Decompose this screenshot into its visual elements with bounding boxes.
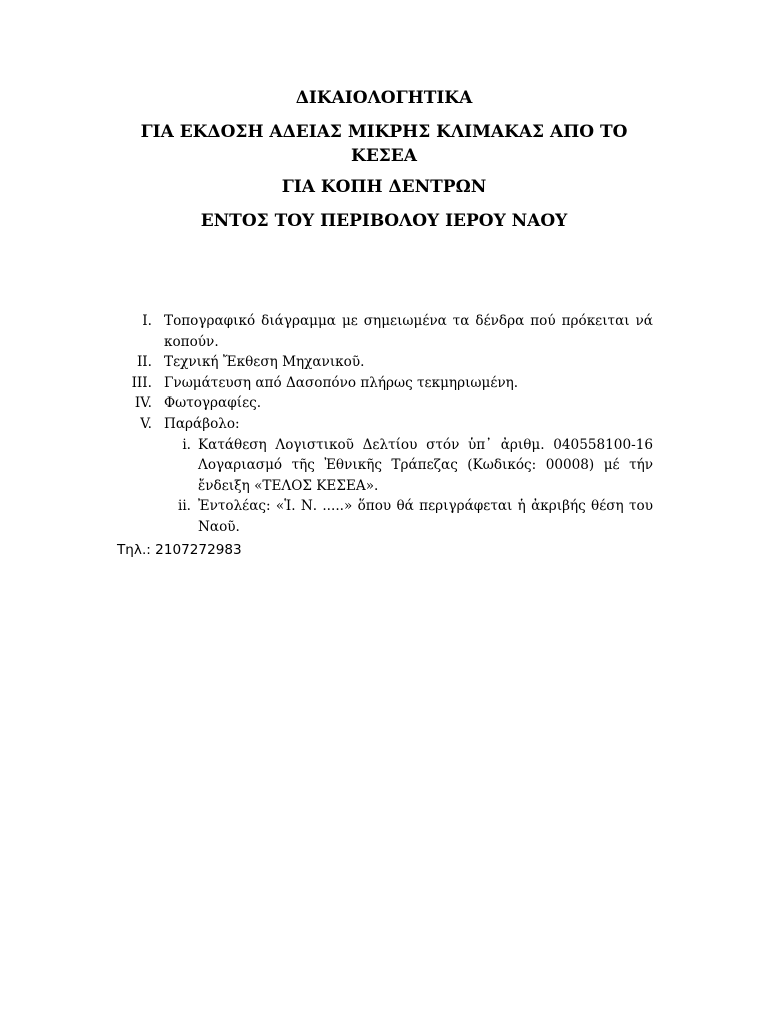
title-line-4: ΕΝΤΟΣ ΤΟΥ ΠΕΡΙΒΟΛΟΥ ΙΕΡΟΥ ΝΑΟΥ xyxy=(200,211,568,231)
sub-list-item-text: Κατάθεση Λογιστικοῦ Δελτίου στόν ὑπ᾽ ἀριθμ. 040558100-16 Λογαριασμό τῆς Ἐθνικῆς Τράπεζας (Κωδικός: 00008) μέ τήν ἔνδειξη «ΤΕΛΟΣ ΚΕΣΕΑ». xyxy=(198,436,653,494)
list-item xyxy=(110,393,653,414)
title-line-3: ΓΙΑ ΚΟΠΗ ΔΕΝΤΡΩΝ xyxy=(281,177,487,197)
list-item-text: Τοπογραφικό διάγραμμα με σημειωμένα τα δένδρα πού πρόκειται νά κοπούν. xyxy=(164,313,653,350)
list-item xyxy=(110,373,653,394)
document-title-block xyxy=(110,86,658,243)
list-item-number: II. xyxy=(136,354,152,371)
list-item xyxy=(110,311,653,352)
list-item xyxy=(110,414,653,435)
sub-list-item-number: ii. xyxy=(177,498,191,515)
list-item-text: Τεχνική Ἔκθεση Μηχανικοῦ. xyxy=(164,354,365,371)
list-item-number: III. xyxy=(131,374,152,391)
list-item-text: Φωτογραφίες. xyxy=(164,395,262,412)
list-item-number: V. xyxy=(140,415,152,432)
sub-list-item-text: Ἐντολέας: «Ἱ. Ν. .....» ὅπου θά περιγράφεται ἡ ἀκριβής θέση του Ναοῦ. xyxy=(198,498,653,535)
list-item-text: Παράβολο: xyxy=(164,415,240,432)
list-item-number: IV. xyxy=(134,395,152,412)
list-item xyxy=(110,352,653,373)
sub-list-item xyxy=(164,435,653,497)
phone-number: Τηλ.: 2107272983 xyxy=(117,542,242,558)
list-item-text: Γνωμάτευση από Δασοπόνο πλήρως τεκμηριωμένη. xyxy=(164,374,519,391)
title-line-2: ΓΙΑ ΕΚΔΟΣΗ ΑΔΕΙΑΣ ΜΙΚΡΗΣ ΚΛΙΜΑΚΑΣ ΑΠΟ ΤΟ ΚΕΣΕΑ xyxy=(140,122,628,166)
requirements-list xyxy=(110,311,653,538)
title-line-1: ΔΙΚΑΙΟΛΟΓΗΤΙΚΑ xyxy=(295,88,473,108)
sub-list-item xyxy=(164,496,653,537)
list-item-number: I. xyxy=(142,313,152,329)
sub-list-item-number: i. xyxy=(182,436,191,453)
